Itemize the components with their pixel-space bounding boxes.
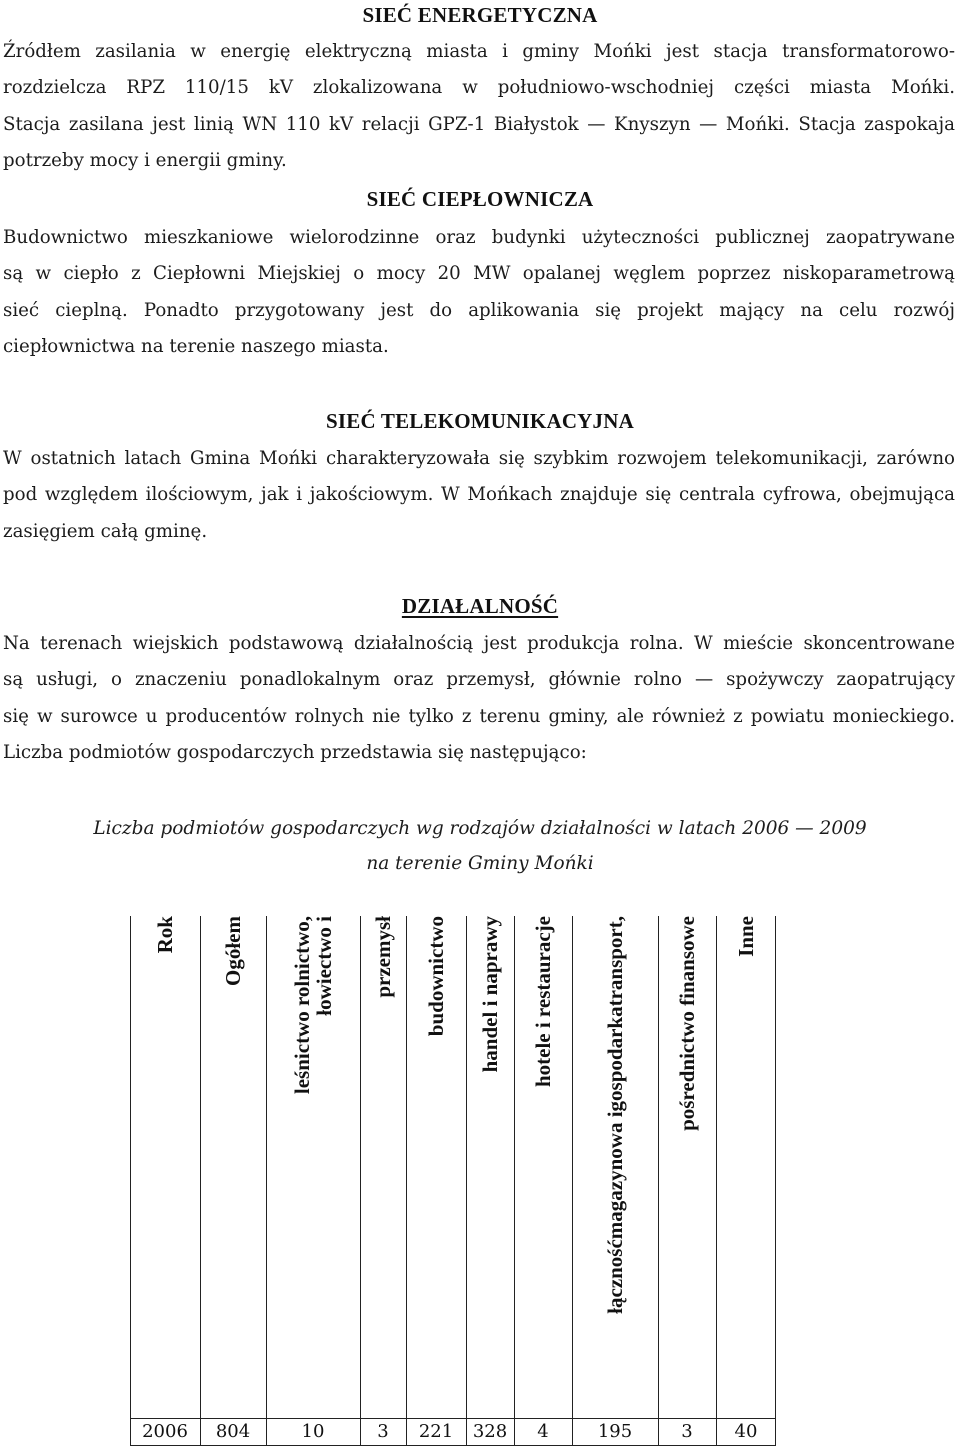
column-header-text: budownictwo — [424, 916, 448, 1037]
column-header-label — [153, 916, 177, 953]
column-header-label — [734, 916, 758, 957]
column-header — [406, 916, 466, 1416]
paragraph-line: rozdzielcza RPZ 110/15 kV zlokalizowana w południowo-wschodniej części miasta Mońki. — [3, 77, 955, 99]
table-grid-line — [406, 916, 407, 1446]
paragraph-line: Liczba podmiotów gospodarczych przedstawia się następująco: — [3, 741, 587, 763]
column-header-text: łowiectwo i — [312, 916, 336, 1016]
column-header — [200, 916, 266, 1416]
table-cell: 40 — [734, 1421, 758, 1442]
paragraph-heating — [3, 220, 955, 365]
paragraph-activity — [3, 626, 955, 771]
table-grid-line — [572, 916, 573, 1446]
column-header-text: łącznośćmagazynowa igospodarkatransport, — [603, 916, 627, 1314]
table-cell: 328 — [472, 1421, 508, 1442]
column-header-text: handel i naprawy — [478, 916, 502, 1073]
column-header-text: Rok — [153, 916, 177, 954]
column-header — [130, 916, 200, 1416]
table-grid-line — [360, 916, 361, 1446]
column-header — [716, 916, 776, 1416]
paragraph-line: Budownictwo mieszkaniowe wielorodzinne oraz budynki użyteczności publicznej zaopatrywane — [3, 227, 955, 248]
column-header-label — [291, 916, 335, 1094]
table-cell: 804 — [215, 1421, 251, 1442]
table-grid-line — [716, 916, 717, 1446]
column-header-text: leśnictwo rolnictwo, — [290, 916, 314, 1095]
paragraph-line: są w ciepło z Ciepłowni Miejskiej o mocy 20 MW opalanej węglem poprzez niskoparametrową — [3, 263, 955, 285]
column-header — [572, 916, 658, 1416]
column-header — [360, 916, 406, 1416]
paragraph-line: pod względem ilościowym, jak i jakościowym. W Mońkach znajduje się centrala cyfrowa, obejmująca — [3, 484, 955, 506]
column-header — [266, 916, 360, 1416]
table-grid-line — [266, 916, 267, 1446]
table-cell: 3 — [681, 1421, 693, 1442]
table-grid-line — [466, 916, 467, 1446]
business-entities-table — [130, 916, 776, 1446]
paragraph-line: zasięgiem całą gminę. — [3, 520, 208, 542]
paragraph-energy — [3, 34, 955, 179]
column-header-label — [675, 916, 699, 1131]
table-grid-line — [775, 916, 776, 1446]
paragraph-line: się w surowce u producentów rolnych nie tylko z terenu gminy, ale również z powiatu monieckiego. — [3, 705, 955, 727]
section-heading-energy: SIEĆ ENERGETYCZNA — [362, 3, 598, 27]
table-caption-line-1: Liczba podmiotów gospodarczych wg rodzajów działalności w latach 2006 — 2009 — [93, 818, 867, 839]
section-heading-heating: SIEĆ CIEPŁOWNICZA — [366, 187, 594, 211]
table-grid-line — [514, 916, 515, 1446]
section-heading-telecom: SIEĆ TELEKOMUNIKACYJNA — [326, 409, 634, 433]
table-grid-line — [130, 916, 131, 1446]
paragraph-line: sieć cieplną. Ponadto przygotowany jest do aplikowania się projekt mający na celu rozwój — [3, 299, 955, 321]
column-header-label — [221, 916, 245, 986]
column-header — [658, 916, 716, 1416]
table-grid-line — [658, 916, 659, 1446]
table-cell: 195 — [597, 1421, 633, 1442]
column-header-text: przemysł — [371, 916, 395, 998]
table-caption-line-2: na terenie Gminy Mońki — [366, 853, 594, 874]
column-header — [466, 916, 514, 1416]
column-header-label — [371, 916, 395, 998]
column-header-label — [603, 916, 627, 1314]
table-grid-line — [200, 916, 201, 1446]
column-header-label — [531, 916, 555, 1087]
table-cell: 2006 — [142, 1421, 188, 1442]
paragraph-line: Na terenach wiejskich podstawową działalnością jest produkcja rolna. W mieście skoncentrowane — [3, 633, 955, 654]
paragraph-line: potrzeby mocy i energii gminy. — [3, 149, 287, 171]
column-header-label — [424, 916, 448, 1036]
paragraph-line: Źródłem zasilania w energię elektryczną miasta i gminy Mońki jest stacja transformatorowo- — [3, 41, 955, 62]
paragraph-line: ciepłownictwa na terenie naszego miasta. — [3, 335, 389, 357]
column-header-label — [478, 916, 502, 1072]
column-header — [514, 916, 572, 1416]
paragraph-line: są usługi, o znaczeniu ponadlokalnym oraz przemysł, głównie rolno — spożywczy zaopatrujący — [3, 669, 955, 691]
column-header-text: hotele i restauracje — [531, 916, 555, 1088]
column-header-text: Inne — [734, 916, 758, 957]
table-cell: 221 — [418, 1421, 454, 1442]
table-cell: 4 — [537, 1421, 549, 1442]
paragraph-line: W ostatnich latach Gmina Mońki charakteryzowała się szybkim rozwojem telekomunikacji, zarówno — [3, 448, 955, 469]
table-cell: 10 — [301, 1421, 325, 1442]
section-heading-activity: DZIAŁALNOŚĆ — [401, 594, 559, 618]
paragraph-telecom — [3, 441, 955, 550]
table-row — [130, 1418, 776, 1446]
table-cell: 3 — [377, 1421, 389, 1442]
paragraph-line: Stacja zasilana jest linią WN 110 kV relacji GPZ-1 Białystok — Knyszyn — Mońki. Stacja zaspokaja — [3, 113, 955, 135]
column-header-text: Ogółem — [221, 916, 245, 986]
column-header-text: pośrednictwo finansowe — [675, 916, 699, 1131]
